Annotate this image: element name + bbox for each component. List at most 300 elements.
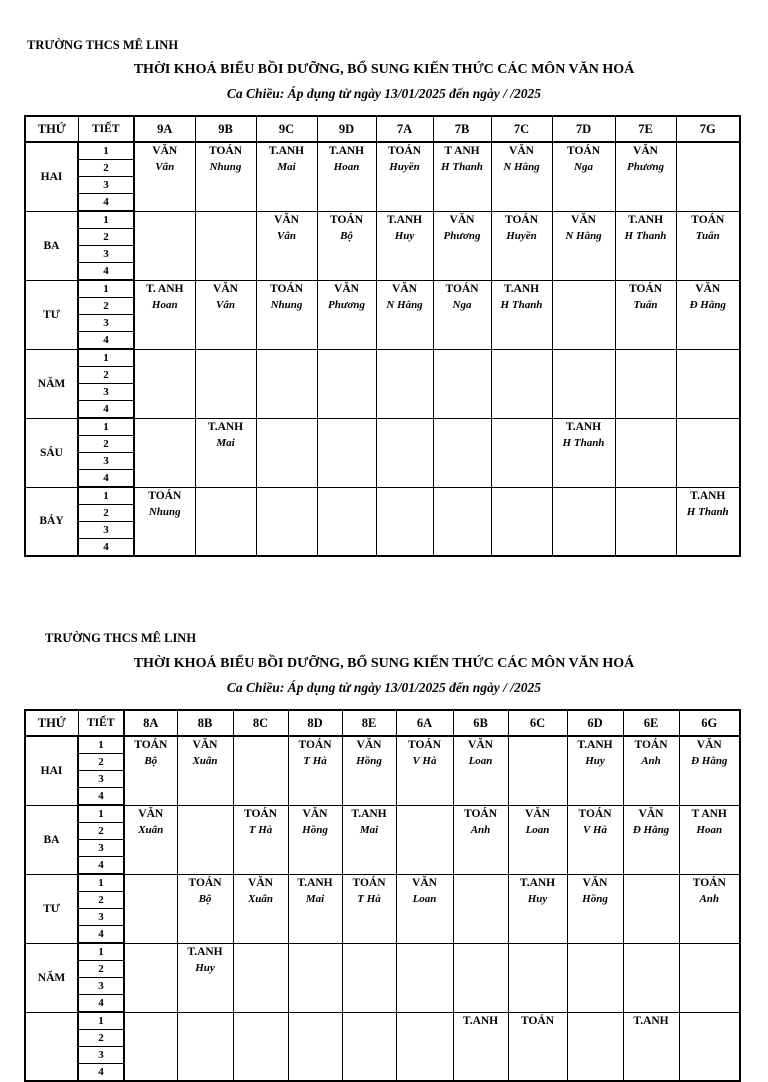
lesson-subject: TOÁN — [445, 282, 479, 295]
lesson-cell — [453, 943, 508, 1012]
header-period: TIẾT — [78, 116, 134, 142]
period-number: 4 — [78, 539, 134, 557]
lesson-subject: T.ANH — [328, 145, 365, 157]
lesson-cell — [679, 736, 740, 805]
lesson-cell — [491, 418, 552, 487]
lesson-cell — [376, 487, 433, 556]
period-number: 2 — [78, 229, 134, 246]
lesson-subject: TOÁN — [566, 145, 601, 157]
period-number: 4 — [78, 401, 134, 419]
lesson-cell — [453, 874, 508, 943]
period-number: 1 — [78, 142, 134, 160]
timetable-title: THỜI KHOÁ BIỂU BỒI DƯỠNG, BỔ SUNG KIẾN THỨC CÁC MÔN VĂN HOÁ — [133, 62, 635, 77]
lesson-teacher: Loan — [468, 755, 493, 767]
lesson-cell — [124, 874, 177, 943]
lesson-cell — [508, 736, 567, 805]
lesson-teacher: Hoan — [696, 823, 723, 836]
lesson-subject: T.ANH — [627, 213, 664, 226]
lesson-subject: VĂN — [582, 876, 608, 889]
lesson-cell — [342, 943, 396, 1012]
header-class: 9A — [134, 116, 195, 142]
lesson-teacher: T Hà — [248, 823, 273, 836]
period-number: 3 — [78, 453, 134, 470]
lesson-cell — [679, 1012, 740, 1081]
lesson-cell — [233, 805, 288, 874]
lesson-teacher: Phương — [443, 229, 481, 242]
lesson-cell — [615, 349, 676, 418]
period-number: 4 — [78, 788, 124, 806]
lesson-subject: T.ANH — [577, 739, 613, 751]
lesson-cell — [256, 487, 317, 556]
lesson-cell — [615, 487, 676, 556]
lesson-cell — [134, 280, 195, 349]
period-number: 4 — [78, 263, 134, 281]
period-number: 4 — [78, 470, 134, 488]
lesson-cell — [233, 943, 288, 1012]
lesson-cell — [134, 211, 195, 280]
lesson-cell — [453, 805, 508, 874]
lesson-teacher: Vân — [155, 161, 175, 173]
lesson-teacher: Nga — [574, 161, 593, 173]
lesson-cell — [491, 487, 552, 556]
lesson-subject: T.ANH — [690, 489, 726, 502]
lesson-cell — [552, 487, 615, 556]
lesson-cell — [491, 142, 552, 211]
lesson-teacher: Vân — [216, 298, 235, 311]
lesson-teacher: Hồng — [356, 755, 382, 767]
header-class: 7G — [676, 116, 740, 142]
lesson-cell — [376, 142, 433, 211]
lesson-cell — [288, 736, 342, 805]
header-class: 9C — [256, 116, 317, 142]
lesson-subject: T.ANH — [519, 876, 556, 889]
lesson-subject: TOÁN — [463, 807, 498, 820]
lesson-cell — [256, 280, 317, 349]
period-number: 2 — [78, 436, 134, 453]
lesson-teacher: N Hằng — [503, 161, 540, 173]
period-number: 1 — [78, 943, 124, 961]
lesson-cell — [288, 805, 342, 874]
lesson-cell — [508, 1012, 567, 1081]
lesson-cell — [567, 736, 623, 805]
lesson-cell — [342, 874, 396, 943]
lesson-cell — [177, 1012, 233, 1081]
lesson-subject: TOÁN — [691, 213, 725, 226]
lesson-cell — [679, 805, 740, 874]
lesson-teacher: Bộ — [340, 229, 353, 242]
lesson-cell — [195, 211, 256, 280]
lesson-teacher: N Hằng — [386, 298, 423, 311]
lesson-cell — [615, 211, 676, 280]
lesson-cell — [433, 349, 491, 418]
header-day: THỨ — [25, 116, 78, 142]
period-number: 3 — [78, 771, 124, 788]
lesson-cell — [396, 736, 453, 805]
lesson-subject: VĂN — [633, 145, 658, 157]
lesson-subject: TOÁN — [387, 145, 422, 157]
lesson-cell — [623, 736, 679, 805]
lesson-teacher: Phương — [328, 298, 365, 311]
period-number: 2 — [78, 892, 124, 909]
header-class: 7B — [433, 116, 491, 142]
lesson-cell — [679, 943, 740, 1012]
lesson-subject: TOÁN — [352, 876, 386, 889]
lesson-teacher: Đ Hằng — [691, 755, 728, 767]
lesson-cell — [491, 349, 552, 418]
header-class: 9B — [195, 116, 256, 142]
lesson-cell — [433, 418, 491, 487]
lesson-subject: VĂN — [138, 807, 164, 820]
lesson-subject: T.ANH — [268, 145, 305, 157]
header-day: THỨ — [25, 710, 78, 736]
lesson-cell — [342, 1012, 396, 1081]
lesson-subject: VĂN — [248, 876, 273, 889]
lesson-cell — [552, 349, 615, 418]
lesson-subject: VĂN — [356, 739, 382, 751]
lesson-cell — [233, 736, 288, 805]
lesson-cell — [676, 142, 740, 211]
lesson-subject: TOÁN — [504, 213, 539, 226]
period-number: 2 — [78, 367, 134, 384]
period-number: 4 — [78, 926, 124, 944]
lesson-subject: T.ANH — [207, 420, 244, 433]
lesson-cell — [567, 943, 623, 1012]
lesson-teacher: Hoan — [333, 161, 360, 173]
lesson-cell — [396, 1012, 453, 1081]
lesson-subject: TOÁN — [407, 739, 442, 751]
lesson-teacher: Anh — [699, 892, 720, 905]
lesson-teacher: Anh — [470, 823, 491, 836]
lesson-cell — [233, 1012, 288, 1081]
lesson-teacher: H Thanh — [500, 298, 543, 311]
lesson-cell — [623, 805, 679, 874]
period-number: 3 — [78, 840, 124, 857]
lesson-cell — [195, 349, 256, 418]
lesson-subject: T. ANH — [146, 282, 184, 295]
lesson-teacher: Huy — [195, 961, 215, 974]
header-class: 7A — [376, 116, 433, 142]
lesson-teacher: V Hà — [412, 755, 437, 767]
lesson-cell — [508, 943, 567, 1012]
lesson-cell — [195, 280, 256, 349]
day-label — [25, 1012, 78, 1081]
header-class: 8B — [177, 710, 233, 736]
school-name: TRƯỜNG THCS MÊ LINH — [27, 38, 179, 52]
lesson-subject: TOÁN — [628, 282, 663, 295]
lesson-teacher: Nhung — [148, 505, 181, 518]
lesson-teacher: Nhung — [209, 161, 242, 173]
lesson-cell — [552, 142, 615, 211]
period-number: 1 — [78, 418, 134, 436]
period-number: 2 — [78, 754, 124, 771]
lesson-teacher: H Thanh — [624, 229, 667, 242]
timetable-grid — [24, 709, 741, 1082]
header-class: 6E — [623, 710, 679, 736]
lesson-subject: VĂN — [213, 282, 238, 295]
lesson-subject: TOÁN — [208, 145, 243, 157]
lesson-subject: T ANH — [691, 807, 727, 820]
lesson-cell — [177, 874, 233, 943]
day-label: TƯ — [25, 874, 78, 943]
period-number: 1 — [78, 211, 134, 229]
lesson-cell — [195, 142, 256, 211]
lesson-teacher: Hồng — [302, 823, 328, 836]
lesson-teacher: H Thanh — [441, 161, 483, 173]
lesson-teacher: Mai — [216, 436, 235, 449]
lesson-cell — [124, 805, 177, 874]
period-number: 1 — [78, 280, 134, 298]
lesson-cell — [433, 280, 491, 349]
lesson-subject: TOÁN — [692, 876, 726, 889]
lesson-teacher: V Hà — [583, 823, 607, 836]
lesson-teacher: Huyền — [389, 161, 420, 173]
lesson-cell — [396, 943, 453, 1012]
lesson-cell — [177, 943, 233, 1012]
lesson-cell — [124, 943, 177, 1012]
lesson-subject: VĂN — [695, 282, 721, 295]
header-class: 9D — [317, 116, 376, 142]
lesson-cell — [177, 805, 233, 874]
lesson-cell — [552, 418, 615, 487]
lesson-subject: T.ANH — [351, 807, 387, 820]
lesson-cell — [134, 349, 195, 418]
day-label: BẢY — [25, 487, 78, 556]
lesson-teacher: Huy — [394, 229, 415, 242]
header-period: TIẾT — [78, 710, 124, 736]
lesson-teacher: Anh — [641, 755, 661, 767]
lesson-cell — [134, 487, 195, 556]
period-number: 3 — [78, 1047, 124, 1064]
lesson-subject: VĂN — [392, 282, 417, 295]
lesson-cell — [676, 211, 740, 280]
lesson-cell — [508, 874, 567, 943]
lesson-teacher: Tuấn — [633, 298, 658, 311]
lesson-subject: VĂN — [412, 876, 437, 889]
lesson-subject: T.ANH — [462, 1014, 499, 1027]
period-number: 4 — [78, 194, 134, 212]
header-class: 7D — [552, 116, 615, 142]
header-class: 7C — [491, 116, 552, 142]
lesson-subject: VĂN — [274, 213, 299, 226]
lesson-teacher: H Thanh — [562, 436, 605, 449]
period-number: 1 — [78, 487, 134, 505]
lesson-cell — [615, 418, 676, 487]
lesson-cell — [342, 736, 396, 805]
lesson-teacher: Tuấn — [695, 229, 720, 242]
lesson-cell — [491, 211, 552, 280]
lesson-subject: TOÁN — [634, 739, 668, 751]
lesson-cell — [396, 874, 453, 943]
lesson-teacher: Loan — [412, 892, 437, 905]
lesson-cell — [195, 418, 256, 487]
lesson-cell — [567, 805, 623, 874]
lesson-subject: VĂN — [302, 807, 328, 820]
lesson-cell — [552, 211, 615, 280]
period-number: 4 — [78, 857, 124, 875]
lesson-subject: VĂN — [509, 145, 534, 157]
lesson-cell — [376, 211, 433, 280]
lesson-teacher: Hoan — [151, 298, 178, 311]
lesson-cell — [177, 736, 233, 805]
lesson-cell — [288, 943, 342, 1012]
day-label: TƯ — [25, 280, 78, 349]
lesson-cell — [453, 736, 508, 805]
period-number: 1 — [78, 1012, 124, 1030]
lesson-subject: VĂN — [525, 807, 550, 820]
lesson-teacher: T Hà — [303, 755, 327, 767]
lesson-teacher: Phương — [627, 161, 664, 173]
lesson-cell — [623, 943, 679, 1012]
period-number: 1 — [78, 874, 124, 892]
lesson-teacher: Mai — [305, 892, 325, 905]
period-number: 2 — [78, 1030, 124, 1047]
header-class: 8D — [288, 710, 342, 736]
day-label: BA — [25, 211, 78, 280]
lesson-teacher: Xuân — [138, 823, 164, 836]
lesson-subject: TOÁN — [269, 282, 304, 295]
lesson-teacher: Mai — [359, 823, 379, 836]
lesson-cell — [256, 418, 317, 487]
lesson-subject: T.ANH — [386, 213, 423, 226]
header-class: 7E — [615, 116, 676, 142]
lesson-teacher: Xuân — [247, 892, 274, 905]
lesson-subject: TOÁN — [243, 807, 278, 820]
lesson-cell — [433, 487, 491, 556]
lesson-subject: VĂN — [468, 739, 493, 751]
lesson-subject: TOÁN — [578, 807, 612, 820]
lesson-subject: T.ANH — [297, 876, 333, 889]
lesson-teacher: Hồng — [582, 892, 608, 905]
period-number: 4 — [78, 332, 134, 350]
lesson-teacher: H Thanh — [686, 505, 729, 518]
lesson-cell — [124, 736, 177, 805]
lesson-subject: T ANH — [444, 145, 480, 157]
lesson-cell — [288, 1012, 342, 1081]
lesson-cell — [288, 874, 342, 943]
lesson-cell — [491, 280, 552, 349]
lesson-subject: TOÁN — [148, 489, 182, 502]
lesson-subject: VĂN — [696, 739, 722, 751]
period-number: 3 — [78, 315, 134, 332]
lesson-subject: T.ANH — [187, 945, 223, 958]
period-number: 3 — [78, 909, 124, 926]
day-label: HAI — [25, 736, 78, 805]
lesson-subject: VĂN — [192, 739, 218, 751]
lesson-subject: TOÁN — [134, 739, 168, 751]
lesson-subject: VĂN — [152, 145, 178, 157]
lesson-subject: VĂN — [571, 213, 596, 226]
lesson-cell — [552, 280, 615, 349]
lesson-subject: T.ANH — [565, 420, 602, 433]
lesson-cell — [433, 142, 491, 211]
school-name: TRƯỜNG THCS MÊ LINH — [45, 631, 197, 645]
lesson-teacher: Huy — [527, 892, 548, 905]
lesson-cell — [124, 1012, 177, 1081]
lesson-cell — [679, 874, 740, 943]
day-label: HAI — [25, 142, 78, 211]
period-number: 4 — [78, 995, 124, 1013]
lesson-teacher: Bộ — [144, 755, 158, 767]
lesson-cell — [376, 349, 433, 418]
period-number: 1 — [78, 349, 134, 367]
lesson-cell — [317, 280, 376, 349]
lesson-teacher: Bộ — [198, 892, 212, 905]
lesson-cell — [433, 211, 491, 280]
lesson-cell — [676, 487, 740, 556]
lesson-teacher: Mai — [277, 161, 296, 173]
day-label: BA — [25, 805, 78, 874]
lesson-teacher: N Hằng — [565, 229, 602, 242]
period-number: 2 — [78, 505, 134, 522]
lesson-teacher: Vân — [277, 229, 296, 242]
lesson-teacher: Loan — [525, 823, 550, 836]
period-number: 3 — [78, 177, 134, 194]
header-class: 8A — [124, 710, 177, 736]
lesson-cell — [615, 142, 676, 211]
lesson-cell — [396, 805, 453, 874]
lesson-teacher: Nga — [452, 298, 472, 311]
period-number: 2 — [78, 961, 124, 978]
lesson-subject: TOÁN — [329, 213, 364, 226]
lesson-cell — [317, 349, 376, 418]
lesson-teacher: T Hà — [357, 892, 381, 905]
period-number: 1 — [78, 736, 124, 754]
lesson-cell — [376, 418, 433, 487]
period-number: 3 — [78, 246, 134, 263]
period-number: 2 — [78, 298, 134, 315]
lesson-teacher: Xuân — [192, 755, 218, 767]
lesson-cell — [317, 211, 376, 280]
period-number: 2 — [78, 823, 124, 840]
lesson-cell — [567, 1012, 623, 1081]
lesson-subject: TOÁN — [298, 739, 332, 751]
lesson-subject: T.ANH — [633, 1014, 669, 1027]
header-class: 6D — [567, 710, 623, 736]
lesson-teacher: Nhung — [270, 298, 303, 311]
lesson-cell — [676, 349, 740, 418]
lesson-cell — [134, 418, 195, 487]
lesson-cell — [317, 487, 376, 556]
period-number: 1 — [78, 805, 124, 823]
lesson-cell — [195, 487, 256, 556]
header-class: 6A — [396, 710, 453, 736]
timetable-grid — [24, 115, 741, 557]
lesson-cell — [256, 142, 317, 211]
lesson-teacher: Đ Hằng — [689, 298, 726, 311]
period-number: 3 — [78, 522, 134, 539]
lesson-subject: VĂN — [334, 282, 359, 295]
lesson-teacher: Huyền — [506, 229, 537, 242]
lesson-cell — [453, 1012, 508, 1081]
timetable-subtitle: Ca Chiều: Áp dụng từ ngày 13/01/2025 đến ngày / /2025 — [226, 680, 542, 695]
period-number: 2 — [78, 160, 134, 177]
lesson-cell — [256, 349, 317, 418]
lesson-subject: VĂN — [449, 213, 475, 226]
timetable-subtitle: Ca Chiều: Áp dụng từ ngày 13/01/2025 đến ngày / /2025 — [226, 86, 542, 101]
header-class: 6G — [679, 710, 740, 736]
header-class: 6B — [453, 710, 508, 736]
lesson-cell — [567, 874, 623, 943]
period-number: 3 — [78, 978, 124, 995]
header-class: 8C — [233, 710, 288, 736]
lesson-subject: TOÁN — [188, 876, 222, 889]
header-class: 8E — [342, 710, 396, 736]
timetable-title: THỜI KHOÁ BIỂU BỒI DƯỠNG, BỔ SUNG KIẾN THỨC CÁC MÔN VĂN HOÁ — [133, 656, 635, 671]
lesson-cell — [615, 280, 676, 349]
day-label: NĂM — [25, 943, 78, 1012]
lesson-cell — [233, 874, 288, 943]
lesson-cell — [317, 418, 376, 487]
